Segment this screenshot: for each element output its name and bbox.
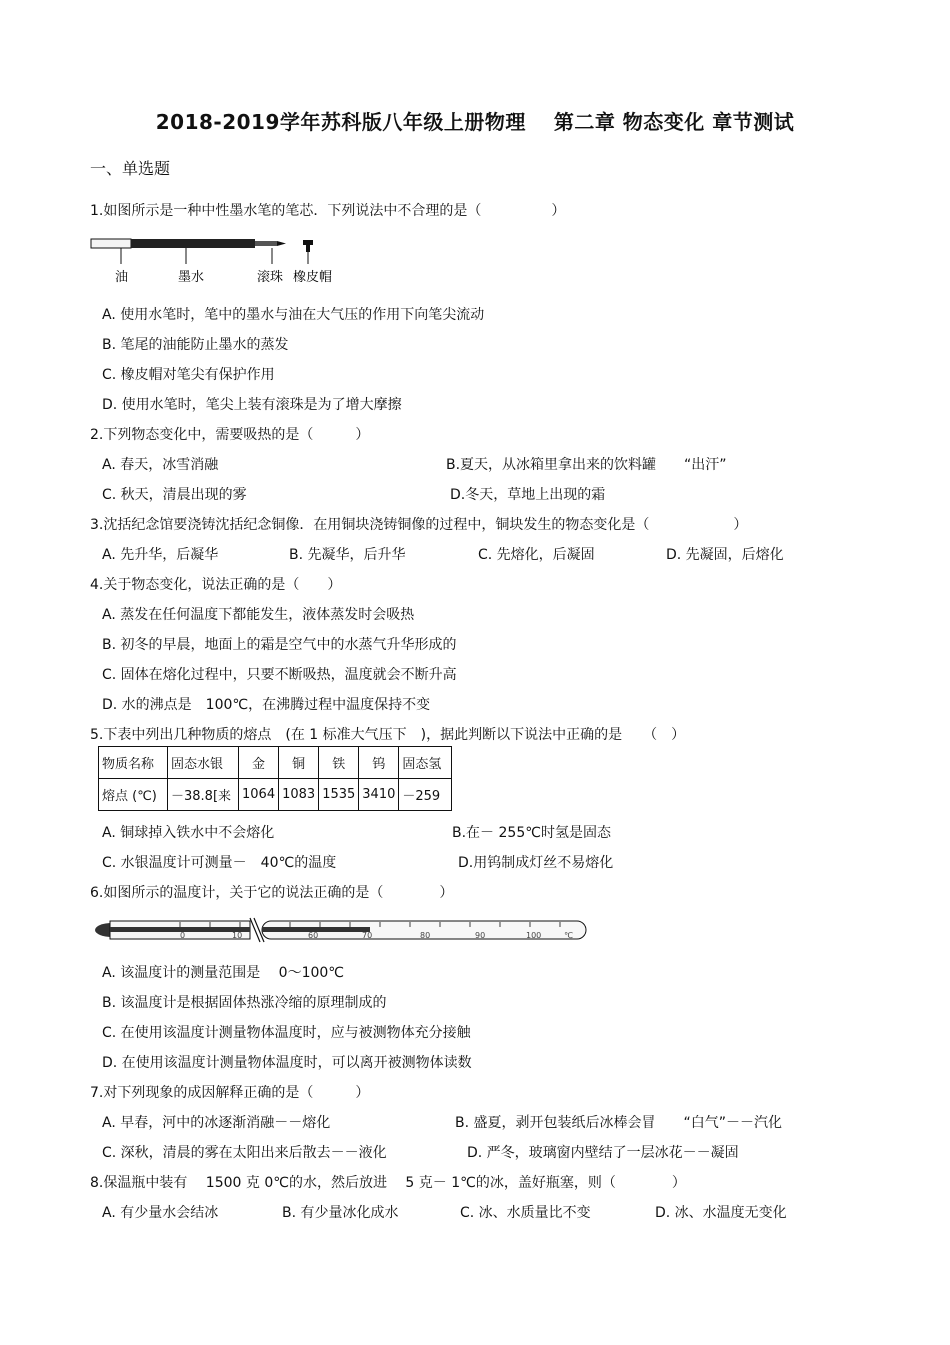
section-heading: 一、单选题 <box>90 159 171 178</box>
table-header-cell: 固态氢 <box>399 747 452 779</box>
question-2-stem: 2.下列物态变化中，需要吸热的是（ ） <box>90 427 370 443</box>
q1-option-d[interactable]: D. 使用水笔时，笔尖上装有滚珠是为了增大摩擦 <box>102 397 402 413</box>
label-ball: 滚珠 <box>257 270 284 285</box>
label-oil: 油 <box>115 270 129 285</box>
table-cell: 1064 <box>239 779 279 811</box>
q6-option-b[interactable]: B. 该温度计是根据固体热涨冷缩的原理制成的 <box>102 995 387 1011</box>
q8-option-d[interactable]: D. 冰、水温度无变化 <box>655 1205 787 1221</box>
q1-option-c[interactable]: C. 橡皮帽对笔尖有保护作用 <box>102 367 275 383</box>
thermometer-label: 60 <box>308 931 319 940</box>
q7-option-d[interactable]: D. 严冬，玻璃窗内壁结了一层冰花－－凝固 <box>467 1145 739 1161</box>
q1-option-b[interactable]: B. 笔尾的油能防止墨水的蒸发 <box>102 337 289 353</box>
q6-option-d[interactable]: D. 在使用该温度计测量物体温度时，可以离开被测物体读数 <box>102 1055 472 1071</box>
thermometer-label: 0 <box>180 931 186 940</box>
table-cell: 3410 <box>359 779 399 811</box>
table-header-cell: 物质名称 <box>99 747 168 779</box>
q4-option-c[interactable]: C. 固体在熔化过程中，只要不断吸热，温度就会不断升高 <box>102 667 457 683</box>
table-row <box>99 779 452 811</box>
table-header-cell: 钨 <box>359 747 399 779</box>
q5-option-c[interactable]: C. 水银温度计可测量－ 40℃的温度 <box>102 855 337 871</box>
table-cell: －259 <box>399 779 452 811</box>
label-ink: 墨水 <box>178 270 205 285</box>
thermometer-label: 100 <box>526 931 542 940</box>
table-cell: 1083 <box>279 779 319 811</box>
question-6-stem: 6.如图所示的温度计，关于它的说法正确的是（ ） <box>90 885 454 901</box>
q6-option-c[interactable]: C. 在使用该温度计测量物体温度时，应与被测物体充分接触 <box>102 1025 471 1041</box>
q3-option-d[interactable]: D. 先凝固，后熔化 <box>666 547 784 563</box>
thermometer-label: 90 <box>475 931 486 940</box>
q3-option-a[interactable]: A. 先升华，后凝华 <box>102 547 219 563</box>
question-7-stem: 7.对下列现象的成因解释正确的是（ ） <box>90 1085 370 1101</box>
q2-option-a[interactable]: A. 春天，冰雪消融 <box>102 457 219 473</box>
table-row <box>99 747 452 779</box>
table-cell: 1535 <box>319 779 359 811</box>
q8-option-b[interactable]: B. 有少量冰化成水 <box>282 1205 399 1221</box>
table-header-cell: 金 <box>239 747 279 779</box>
q1-option-a[interactable]: A. 使用水笔时，笔中的墨水与油在大气压的作用下向笔尖流动 <box>102 307 485 323</box>
pen-refill-figure <box>90 236 350 286</box>
q5-option-a[interactable]: A. 铜球掉入铁水中不会熔化 <box>102 825 275 841</box>
q4-option-d[interactable]: D. 水的沸点是 100℃，在沸腾过程中温度保持不变 <box>102 697 431 713</box>
thermometer-label: 10 <box>232 931 243 940</box>
table-header-cell: 铜 <box>279 747 319 779</box>
thermometer-figure <box>90 912 600 948</box>
document-title: 2018-2019学年苏科版八年级上册物理 第二章 物态变化 章节测试 <box>155 110 795 134</box>
q8-option-a[interactable]: A. 有少量水会结冰 <box>102 1205 219 1221</box>
q8-option-c[interactable]: C. 冰、水质量比不变 <box>460 1205 591 1221</box>
q5-option-d[interactable]: D.用钨制成灯丝不易熔化 <box>458 855 614 871</box>
table-cell: －38.8[来 <box>168 779 239 811</box>
q2-option-c[interactable]: C. 秋天，清晨出现的雾 <box>102 487 247 503</box>
q2-option-d[interactable]: D.冬天，草地上出现的霜 <box>450 487 606 503</box>
label-cap: 橡皮帽 <box>293 270 333 285</box>
q3-option-c[interactable]: C. 先熔化，后凝固 <box>478 547 595 563</box>
question-1-stem: 1.如图所示是一种中性墨水笔的笔芯．下列说法中不合理的是（ ） <box>90 203 566 219</box>
thermometer-unit: ℃ <box>564 931 573 940</box>
q4-option-a[interactable]: A. 蒸发在任何温度下都能发生，液体蒸发时会吸热 <box>102 607 415 623</box>
table-cell: 熔点 (℃) <box>99 779 168 811</box>
question-5-stem: 5.下表中列出几种物质的熔点 (在 1 标准大气压下 )，据此判断以下说法中正确的是 （ ） <box>90 727 686 743</box>
melting-point-table <box>98 746 452 811</box>
table-header-cell: 铁 <box>319 747 359 779</box>
q7-option-c[interactable]: C. 深秋，清晨的雾在太阳出来后散去－－液化 <box>102 1145 387 1161</box>
thermometer-label: 80 <box>420 931 431 940</box>
question-3-stem: 3.沈括纪念馆要浇铸沈括纪念铜像．在用铜块浇铸铜像的过程中，铜块发生的物态变化是（ ） <box>90 517 748 533</box>
q4-option-b[interactable]: B. 初冬的早晨，地面上的霜是空气中的水蒸气升华形成的 <box>102 637 457 653</box>
thermometer-label: 70 <box>362 931 373 940</box>
q2-option-b[interactable]: B.夏天，从冰箱里拿出来的饮料罐 “出汗” <box>446 457 727 473</box>
table-header-cell: 固态水银 <box>168 747 239 779</box>
q7-option-a[interactable]: A. 早春，河中的冰逐渐消融－－熔化 <box>102 1115 331 1131</box>
q3-option-b[interactable]: B. 先凝华，后升华 <box>289 547 406 563</box>
q5-option-b[interactable]: B.在－ 255℃时氢是固态 <box>452 825 611 841</box>
question-4-stem: 4.关于物态变化，说法正确的是（ ） <box>90 577 342 593</box>
q6-option-a[interactable]: A. 该温度计的测量范围是 0～100℃ <box>102 965 345 981</box>
q7-option-b[interactable]: B. 盛夏，剥开包装纸后冰棒会冒 “白气”－－汽化 <box>455 1115 783 1131</box>
question-8-stem: 8.保温瓶中装有 1500 克 0℃的水，然后放进 5 克－ 1℃的冰，盖好瓶塞，则（ ） <box>90 1175 686 1191</box>
